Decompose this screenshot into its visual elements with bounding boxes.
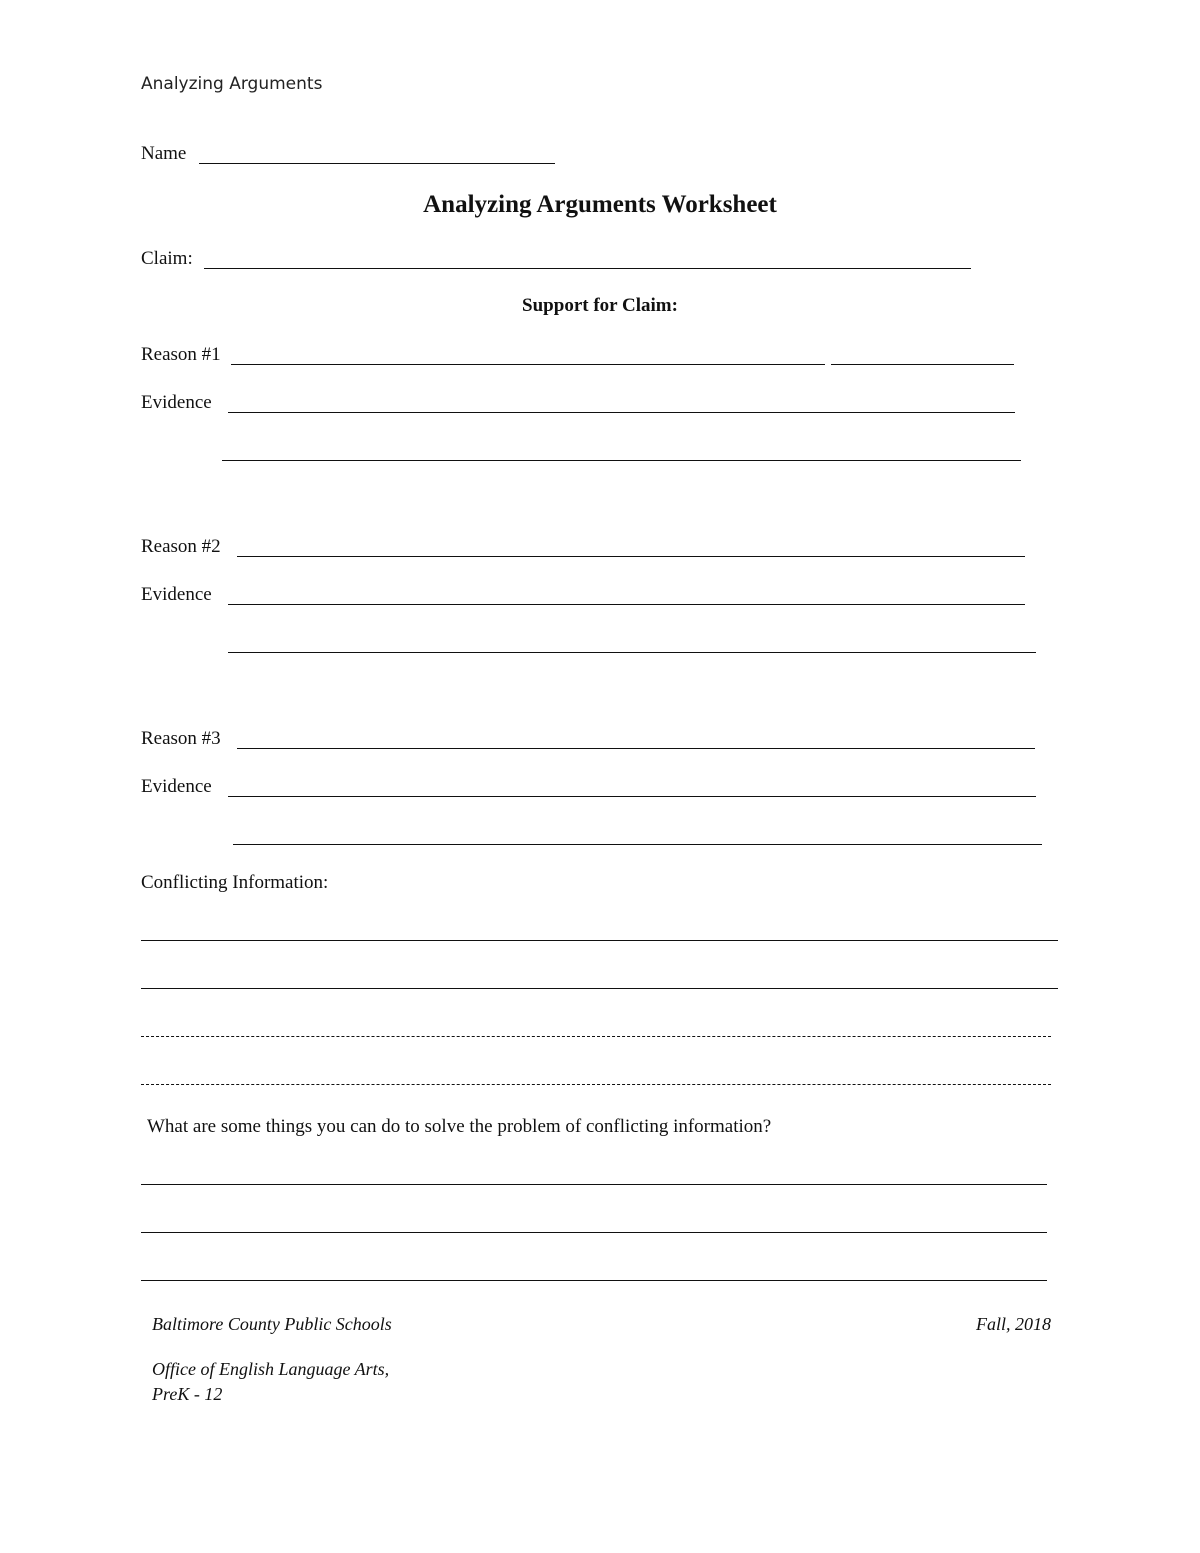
- answer-line-2[interactable]: [141, 1232, 1047, 1233]
- answer-line-1[interactable]: [141, 1184, 1047, 1185]
- support-heading: Support for Claim:: [522, 295, 678, 316]
- reason-1-input-line-extra[interactable]: [831, 364, 1014, 365]
- worksheet-title: Analyzing Arguments Worksheet: [423, 191, 777, 218]
- footer-office-line-2: PreK - 12: [152, 1384, 223, 1404]
- evidence-3-input-line[interactable]: [228, 796, 1036, 797]
- reason-2-input-line[interactable]: [237, 556, 1025, 557]
- conflicting-info-line-2[interactable]: [141, 988, 1058, 989]
- evidence-1-label: Evidence: [141, 392, 212, 413]
- claim-label: Claim:: [141, 248, 193, 269]
- conflicting-info-line-1[interactable]: [141, 940, 1058, 941]
- page-header: Analyzing Arguments: [141, 74, 323, 94]
- footer-date: Fall, 2018: [976, 1314, 1051, 1334]
- conflicting-info-line-4[interactable]: [141, 1084, 1051, 1085]
- answer-line-3[interactable]: [141, 1280, 1047, 1281]
- conflicting-info-line-3[interactable]: [141, 1036, 1051, 1037]
- evidence-2-input-line-2[interactable]: [228, 652, 1036, 653]
- reason-3-label: Reason #3: [141, 728, 221, 749]
- name-label: Name: [141, 143, 187, 164]
- evidence-2-label: Evidence: [141, 584, 212, 605]
- name-input-line[interactable]: [199, 163, 555, 164]
- evidence-3-label: Evidence: [141, 776, 212, 797]
- solution-question: What are some things you can do to solve the problem of conflicting information?: [147, 1116, 772, 1137]
- reason-1-input-line[interactable]: [231, 364, 825, 365]
- evidence-2-input-line[interactable]: [228, 604, 1025, 605]
- footer-org: Baltimore County Public Schools: [152, 1314, 392, 1334]
- reason-2-label: Reason #2: [141, 536, 221, 557]
- footer-office-line-1: Office of English Language Arts,: [152, 1359, 390, 1379]
- reason-3-input-line[interactable]: [237, 748, 1035, 749]
- reason-1-label: Reason #1: [141, 344, 221, 365]
- evidence-1-input-line-2[interactable]: [222, 460, 1021, 461]
- claim-input-line[interactable]: [204, 268, 971, 269]
- conflicting-info-label: Conflicting Information:: [141, 872, 329, 893]
- evidence-3-input-line-2[interactable]: [233, 844, 1042, 845]
- evidence-1-input-line[interactable]: [228, 412, 1015, 413]
